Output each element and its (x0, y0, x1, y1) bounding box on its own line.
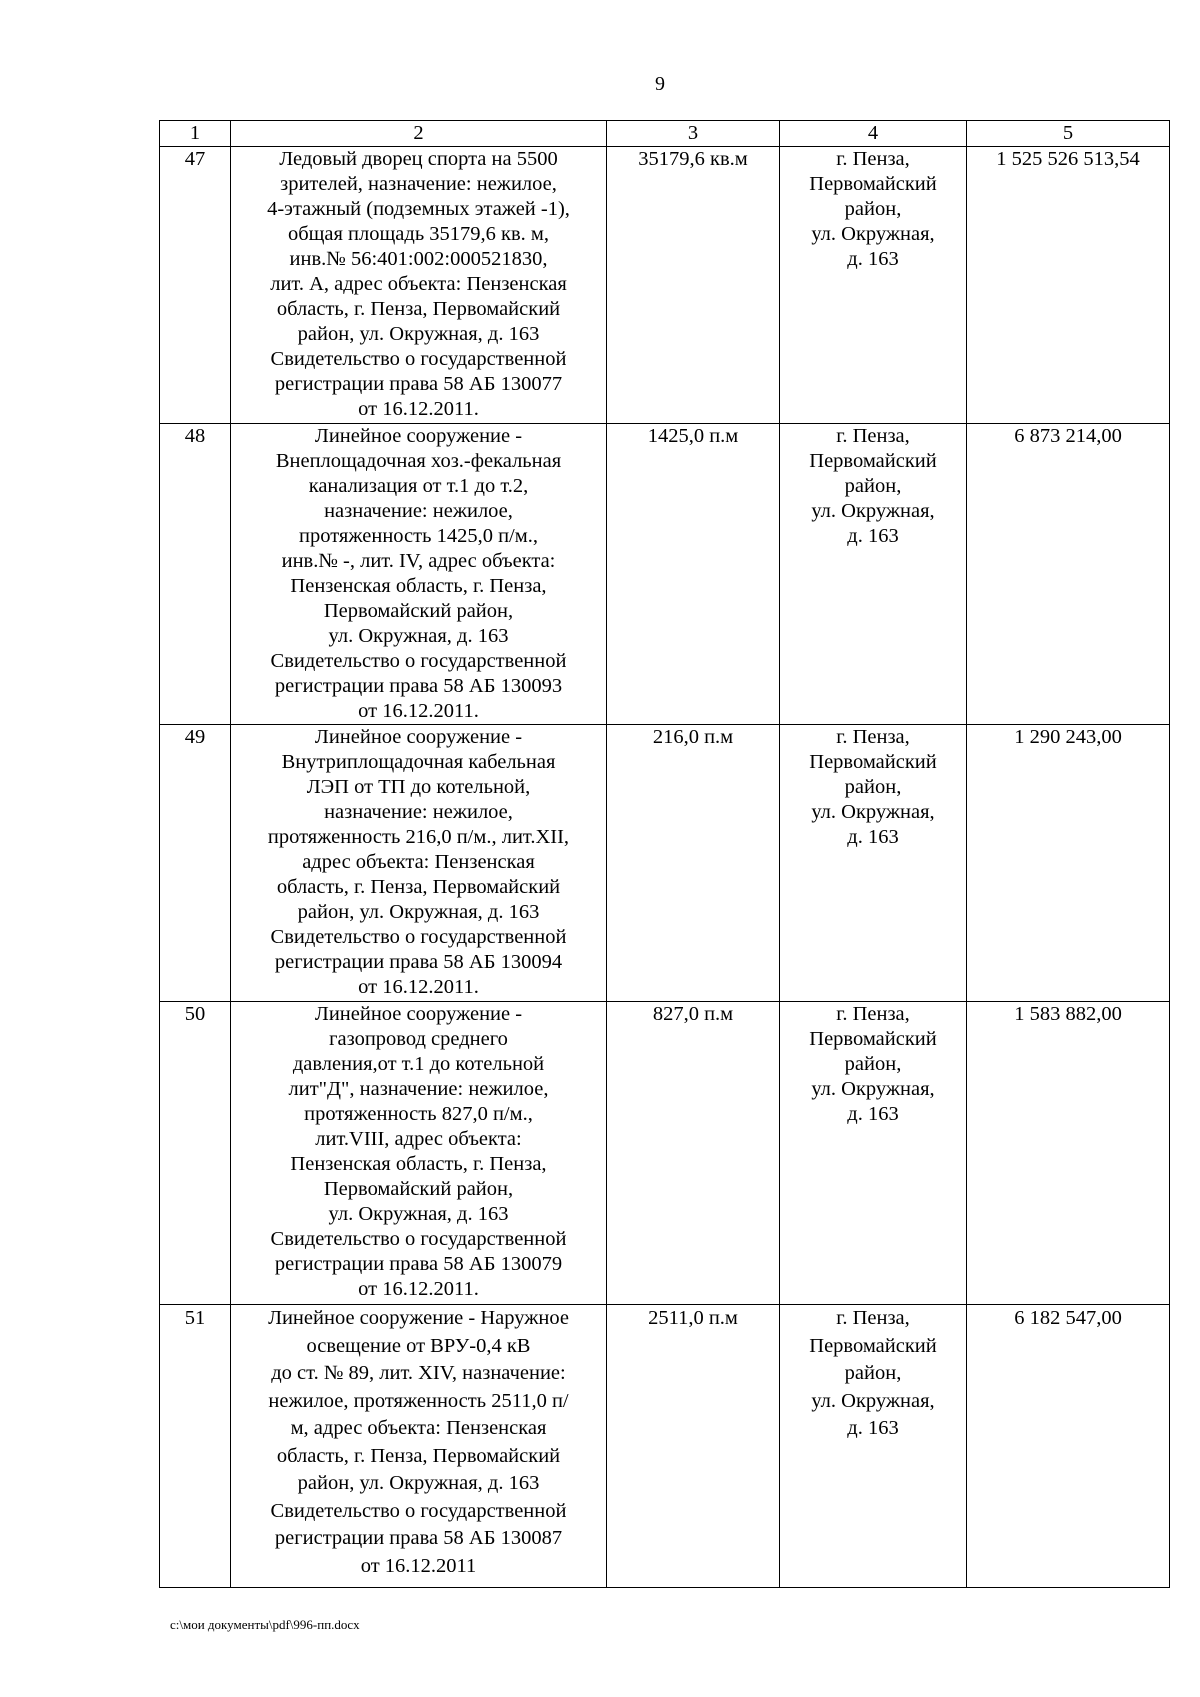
object-address: г. Пенза, Первомайский район, ул. Окружная, д. 163 (780, 1305, 967, 1588)
object-description: Линейное сооружение - Внеплощадочная хоз.-фекальная канализация от т.1 до т.2, назначение: нежилое, протяженность 1425,0 п/м., инв.№ -, лит. IV, адрес объекта: Пензенская область, г. Пенза, Первомайский район, ул. Окружная, д. 163 Свидетельство о государственной регистрации права 58 АБ 130093 от 16.12.2011. (231, 424, 607, 725)
object-size: 216,0 п.м (607, 725, 780, 1002)
object-size: 827,0 п.м (607, 1002, 780, 1305)
object-size: 35179,6 кв.м (607, 147, 780, 424)
row-number: 51 (160, 1305, 231, 1588)
table-row (160, 1305, 1170, 1588)
object-description: Линейное сооружение - газопровод среднего давления,от т.1 до котельной лит"Д", назначение: нежилое, протяженность 827,0 п/м., лит.VIII, адрес объекта: Пензенская область, г. Пенза, Первомайский район, ул. Окружная, д. 163 Свидетельство о государственной регистрации права 58 АБ 130079 от 16.12.2011. (231, 1002, 607, 1305)
object-description: Ледовый дворец спорта на 5500 зрителей, назначение: нежилое, 4-этажный (подземных этажей -1), общая площадь 35179,6 кв. м, инв.№ 56:401:002:000521830, лит. А, адрес объекта: Пензенская область, г. Пенза, Первомайский район, ул. Окружная, д. 163 Свидетельство о государственной регистрации права 58 АБ 130077 от 16.12.2011. (231, 147, 607, 424)
footer-file-path: c:\мои документы\pdf\996-пп.docx (170, 1617, 360, 1632)
object-value: 6 873 214,00 (967, 424, 1170, 725)
object-value: 1 583 882,00 (967, 1002, 1170, 1305)
object-value: 6 182 547,00 (967, 1305, 1170, 1588)
row-number: 49 (160, 725, 231, 1002)
row-number: 48 (160, 424, 231, 725)
page-number: 9 (655, 73, 665, 95)
column-header-5: 5 (967, 121, 1170, 147)
object-size: 1425,0 п.м (607, 424, 780, 725)
object-address: г. Пенза, Первомайский район, ул. Окружная, д. 163 (780, 424, 967, 725)
row-number: 50 (160, 1002, 231, 1305)
row-number: 47 (160, 147, 231, 424)
table-row (160, 725, 1170, 1002)
object-address: г. Пенза, Первомайский район, ул. Окружная, д. 163 (780, 1002, 967, 1305)
object-size: 2511,0 п.м (607, 1305, 780, 1588)
table-header-row (160, 121, 1170, 147)
column-header-3: 3 (607, 121, 780, 147)
object-address: г. Пенза, Первомайский район, ул. Окружная, д. 163 (780, 147, 967, 424)
table-row (160, 147, 1170, 424)
table-row (160, 424, 1170, 725)
object-value: 1 290 243,00 (967, 725, 1170, 1002)
column-header-1: 1 (160, 121, 231, 147)
object-description: Линейное сооружение - Внутриплощадочная кабельная ЛЭП от ТП до котельной, назначение: нежилое, протяженность 216,0 п/м., лит.XII, адрес объекта: Пензенская область, г. Пенза, Первомайский район, ул. Окружная, д. 163 Свидетельство о государственной регистрации права 58 АБ 130094 от 16.12.2011. (231, 725, 607, 1002)
property-table (159, 120, 1170, 1588)
object-description: Линейное сооружение - Наружное освещение от ВРУ-0,4 кВ до ст. № 89, лит. XIV, назначение: нежилое, протяженность 2511,0 п/ м, адрес объекта: Пензенская область, г. Пенза, Первомайский район, ул. Окружная, д. 163 Свидетельство о государственной регистрации права 58 АБ 130087 от 16.12.2011 (231, 1305, 607, 1588)
table-row (160, 1002, 1170, 1305)
column-header-2: 2 (231, 121, 607, 147)
object-address: г. Пенза, Первомайский район, ул. Окружная, д. 163 (780, 725, 967, 1002)
object-value: 1 525 526 513,54 (967, 147, 1170, 424)
column-header-4: 4 (780, 121, 967, 147)
